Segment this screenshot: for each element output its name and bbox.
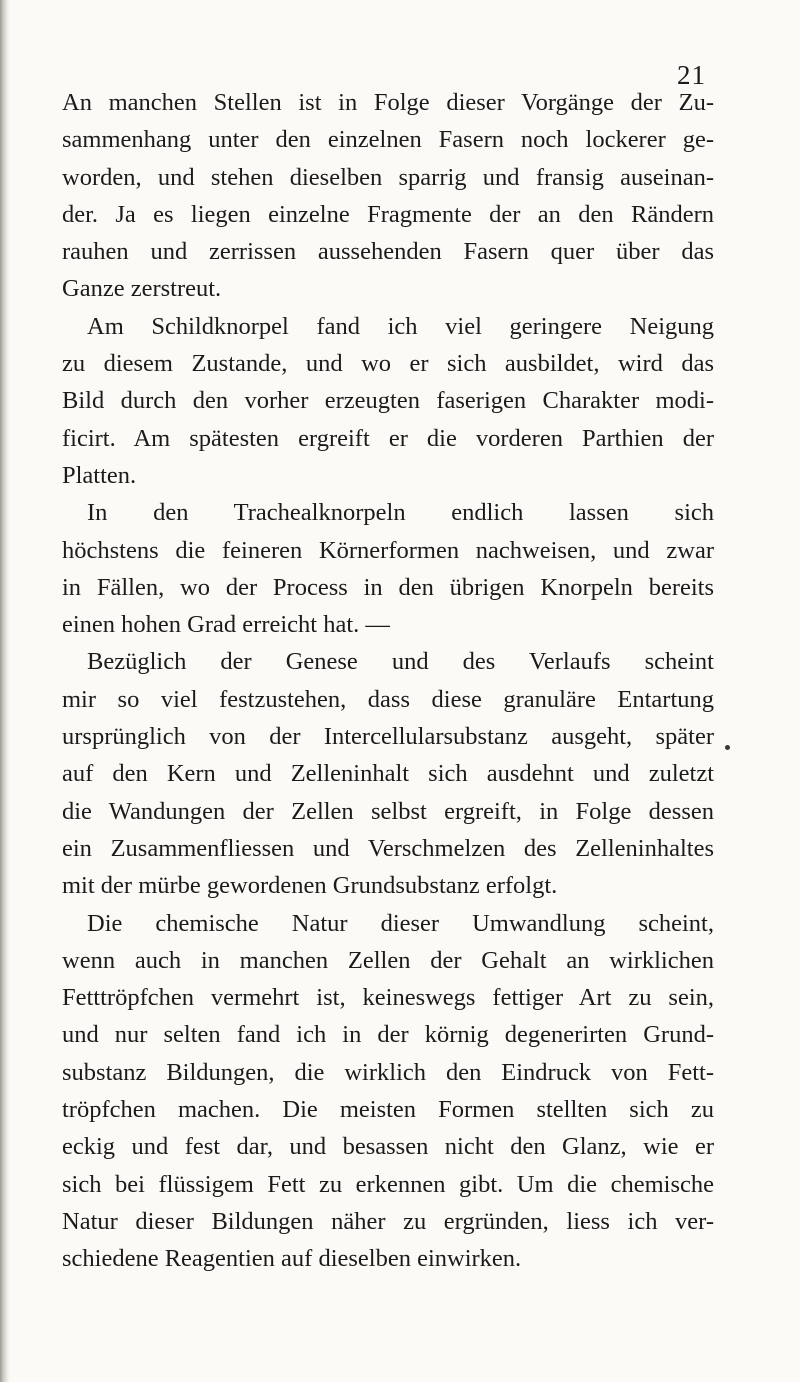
text-line: ficirt. Am spätesten ergreift er die vorderen Parthien der [62,424,714,452]
text-line: Fetttröpfchen vermehrt ist, keineswegs fettiger Art zu sein, [62,984,714,1012]
text-line: ursprünglich von der Intercellularsubstanz ausgeht, später [62,723,714,751]
text-line: Bezüglich der Genese und des Verlaufs scheint [87,648,714,676]
text-line: höchstens die feineren Körnerformen nachweisen, und zwar [62,536,714,564]
text-line: der. Ja es liegen einzelne Fragmente der an den Rändern [62,200,714,228]
page-number: 21 [677,60,706,90]
text-line: ein Zusammenfliessen und Verschmelzen des Zelleninhaltes [62,834,714,862]
text-line: Platten. [62,461,137,489]
text-line: In den Trachealknorpeln endlich lassen sich [87,499,714,527]
text-line: substanz Bildungen, die wirklich den Eindruck von Fett- [62,1058,714,1086]
text-line: in Fällen, wo der Process in den übrigen Knorpeln bereits [62,573,714,601]
text-line: sammenhang unter den einzelnen Fasern noch lockerer ge- [62,126,714,154]
paper-speck [725,745,730,750]
text-line: tröpfchen machen. Die meisten Formen stellten sich zu [62,1096,714,1124]
text-line: Die chemische Natur dieser Umwandlung scheint, [87,909,714,937]
text-line: mir so viel festzustehen, dass diese granuläre Entartung [62,685,714,713]
text-line: An manchen Stellen ist in Folge dieser Vorgänge der Zu- [62,89,714,116]
text-line: mit der mürbe gewordenen Grundsubstanz erfolgt. [62,872,558,900]
text-line: Am Schildknorpel fand ich viel geringere Neigung [87,312,714,340]
text-line: wenn auch in manchen Zellen der Gehalt an wirklichen [62,946,714,974]
text-line: sich bei flüssigem Fett zu erkennen gibt. Um die chemische [62,1170,714,1198]
body-text [62,84,714,1278]
text-line: rauhen und zerrissen aussehenden Fasern quer über das [62,238,714,266]
text-line: zu diesem Zustande, und wo er sich ausbildet, wird das [62,350,714,378]
text-line: Bild durch den vorher erzeugten faserigen Charakter modi- [62,387,714,415]
text-line: die Wandungen der Zellen selbst ergreift, in Folge dessen [62,797,714,825]
text-line: Natur dieser Bildungen näher zu ergründen, liess ich ver- [62,1207,714,1235]
text-line: worden, und stehen dieselben sparrig und fransig auseinan- [62,163,714,191]
text-line: eckig und fest dar, und besassen nicht den Glanz, wie er [62,1133,714,1161]
text-line: und nur selten fand ich in der körnig degenerirten Grund- [62,1021,714,1049]
text-line: einen hohen Grad erreicht hat. — [62,611,390,639]
text-line: schiedene Reagentien auf dieselben einwirken. [62,1245,522,1273]
text-line: auf den Kern und Zelleninhalt sich ausdehnt und zuletzt [62,760,714,788]
text-line: Ganze zerstreut. [62,275,222,303]
page-binding-edge [0,0,10,1382]
